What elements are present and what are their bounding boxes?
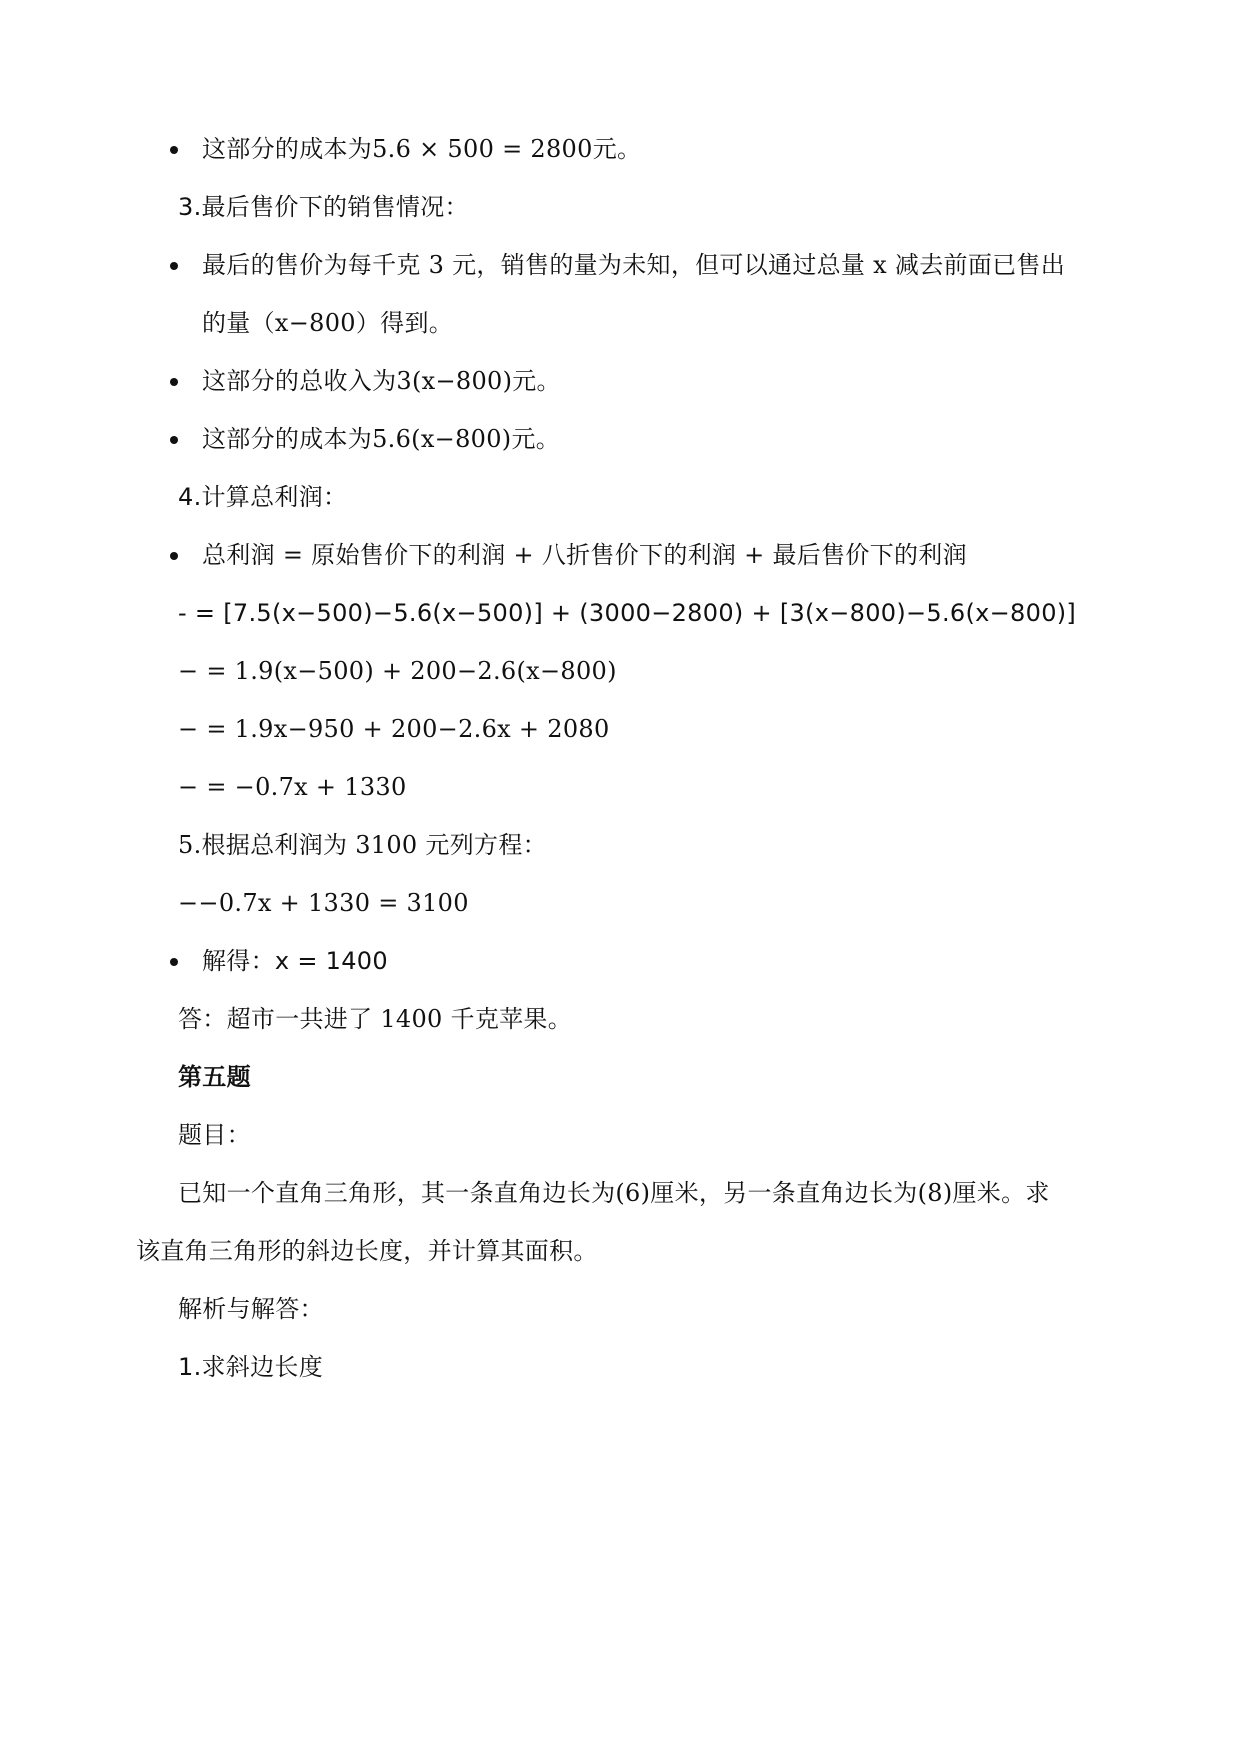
paragraph-line: 这部分的成本为5.6(x−800)元。 [202,425,561,453]
paragraph-line: 这部分的总收入为3(x−800)元。 [202,367,561,395]
equation-line: − = −0.7x + 1330 [178,773,407,801]
paragraph-line: 题目： [178,1121,251,1149]
answer-line: 答：超市一共进了 1400 千克苹果。 [178,1005,573,1033]
paragraph-line: 该直角三角形的斜边长度，并计算其面积。 [136,1237,598,1265]
bullet-icon [170,262,178,270]
section-heading: 5.根据总利润为 3100 元列方程： [178,831,547,859]
section-heading: 1.求斜边长度 [178,1353,323,1381]
paragraph-line: 最后的售价为每千克 3 元，销售的量为未知，但可以通过总量 x 减去前面已售出 [202,251,1066,279]
equation-line: −−0.7x + 1330 = 3100 [178,889,469,917]
paragraph-line: 的量（x−800）得到。 [202,309,454,337]
paragraph-line: 已知一个直角三角形，其一条直角边长为(6)厘米，另一条直角边长为(8)厘米。求 [178,1179,1050,1207]
paragraph-line: 这部分的成本为5.6 × 500 = 2800元。 [202,135,642,163]
section-heading: 3.最后售价下的销售情况： [178,193,469,221]
bullet-icon [170,436,178,444]
equation-line: − = 1.9(x−500) + 200−2.6(x−800) [178,657,617,685]
equation-line: - = [7.5(x−500)−5.6(x−500)] + (3000−2800) + [3(x−800)−5.6(x−800)] [178,599,1077,627]
equation-line: − = 1.9x−950 + 200−2.6x + 2080 [178,715,610,743]
bullet-icon [170,552,178,560]
question-title: 第五题 [178,1062,251,1091]
bullet-icon [170,146,178,154]
bullet-icon [170,378,178,386]
bullet-icon [170,958,178,966]
paragraph-line: 解得：x = 1400 [202,947,388,975]
section-heading: 4.计算总利润： [178,483,348,511]
paragraph-line: 解析与解答： [178,1295,324,1323]
paragraph-line: 总利润 = 原始售价下的利润 + 八折售价下的利润 + 最后售价下的利润 [202,541,967,569]
